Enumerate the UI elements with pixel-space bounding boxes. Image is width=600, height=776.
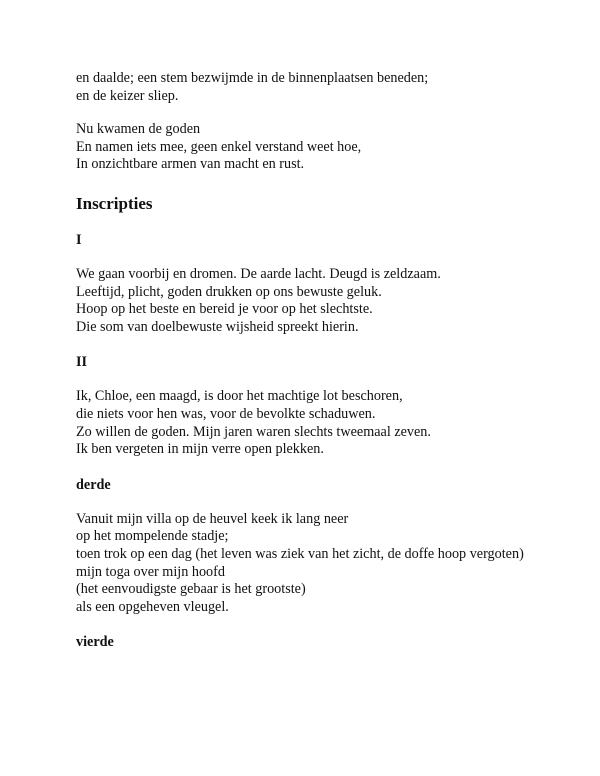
text-line: op het mompelende stadje;: [76, 528, 229, 545]
text-line: Nu kwamen de goden: [76, 121, 201, 138]
text-line: Ik ben vergeten in mijn verre open plekken.: [76, 441, 324, 458]
stanza-part-1: [76, 266, 576, 336]
text-line: Ik, Chloe, een maagd, is door het machtige lot beschoren,: [76, 388, 403, 405]
stanza-top: [76, 70, 576, 105]
stanza-part-2: [76, 388, 576, 458]
text-line: Leeftijd, plicht, goden drukken op ons bewuste geluk.: [76, 283, 382, 300]
part-heading: vierde: [76, 634, 114, 651]
text-line: mijn toga over mijn hoofd: [76, 563, 225, 580]
text-line: als een opgeheven vleugel.: [76, 598, 229, 615]
part-heading: derde: [76, 476, 111, 493]
text-line: Die som van doelbewuste wijsheid spreekt hierin.: [76, 318, 359, 335]
part-heading: I: [76, 231, 82, 248]
text-line: En namen iets mee, geen enkel verstand weet hoe,: [76, 138, 362, 155]
text-line: In onzichtbare armen van macht en rust.: [76, 156, 305, 173]
text-line: en de keizer sliep.: [76, 87, 179, 104]
stanza-part-3: [76, 511, 546, 617]
text-line: toen trok op een dag (het leven was ziek van het zicht, de doffe hoop vergoten): [76, 545, 524, 562]
text-line: Vanuit mijn villa op de heuvel keek ik lang neer: [76, 510, 349, 527]
text-line: en daalde; een stem bezwijmde in de binnenplaatsen beneden;: [76, 70, 429, 86]
text-line: Hoop op het beste en bereid je voor op het slechtste.: [76, 301, 373, 318]
document-page: [76, 70, 576, 651]
part-heading: II: [76, 354, 88, 371]
text-line: Zo willen de goden. Mijn jaren waren slechts tweemaal zeven.: [76, 423, 431, 440]
stanza-gods: [76, 121, 576, 174]
text-line: We gaan voorbij en dromen. De aarde lacht. Deugd is zeldzaam.: [76, 265, 441, 282]
text-line: (het eenvoudigste gebaar is het grootste): [76, 581, 306, 598]
section-title: Inscripties: [76, 193, 153, 213]
text-line: die niets voor hen was, voor de bevolkte schaduwen.: [76, 405, 376, 422]
